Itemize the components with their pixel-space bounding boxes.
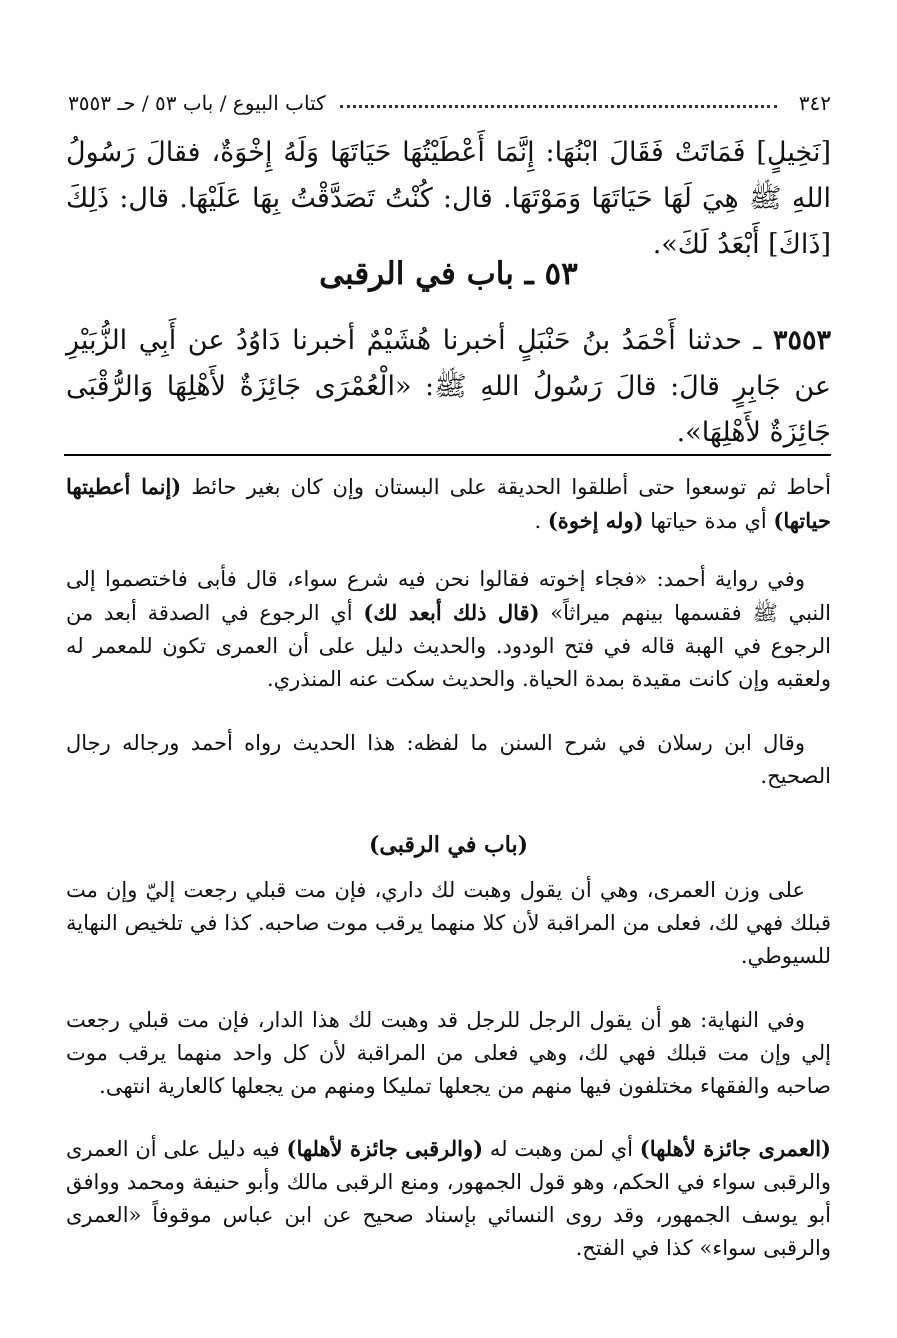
header-leader-dots xyxy=(340,105,777,108)
commentary-quote: (العمرى جائزة لأهلها) xyxy=(639,1136,831,1161)
hadith-continuation: [نَخِيلٍ] فَمَاتَتْ فَقَالَ ابْنُهَا: إِنَّمَا أَعْطَيْتُهَا حَيَاتَهَا وَلَهُ إِخْوَةٌ، فقالَ رَسُولُ اللهِ ﷺ هِيَ لَهَا حَيَاتَهَا وَمَوْتَهَا. قال: كُنْتُ تَصَدَّقْتُ بِهَا عَلَيْهَا. قال: ذَلِكَ [ذَاكَ] أَبْعَدُ لَكَ». xyxy=(66,137,831,260)
hadith-text: ـ حدثنا أَحْمَدُ بنُ حَنْبَلٍ أخبرنا هُشَيْمٌ أخبرنا دَاوُدُ عن أَبِي الزُّبَيْرِ عن جَابِرٍ قالَ: قالَ رَسُولُ اللهِ ﷺ: «الْعُمْرَى جَائِزَةٌ لأَهْلِهَا وَالرُّقْبَى جَائِزَةٌ لأَهْلِهَا». xyxy=(66,325,831,448)
commentary-paragraph-6 xyxy=(66,1132,831,1265)
commentary-paragraph-2 xyxy=(66,563,831,696)
commentary-quote: (إنما أعطيتها حياتها) xyxy=(66,474,831,533)
page-number: ٣٤٢ xyxy=(798,91,831,115)
hadith-number: ٣٥٥٣ xyxy=(772,325,831,356)
commentary-text: أي لمن وهبت له xyxy=(483,1137,640,1161)
page-header xyxy=(68,82,831,116)
commentary-text: وفي رواية أحمد: «فجاء إخوته فقالوا نحن فيه شرع سواء، قال فأبى فاختصموا إلى النبي ﷺ فقسمها بينهم ميراثاً» xyxy=(66,567,831,625)
commentary-text: . xyxy=(534,509,548,533)
commentary-quote: (وله إخوة) xyxy=(547,508,644,533)
chapter-title: ٥٣ ـ باب في الرقبى xyxy=(319,256,578,292)
running-title: كتاب البيوع / باب ٥٣ / حـ ٣٥٥٣ xyxy=(68,91,326,115)
commentary-paragraph-4: على وزن العمرى، وهي أن يقول وهبت لك داري، فإن مت قبلي رجعت إليّ وإن مت قبلك فهي لك، فعلى من المراقبة لأن كلا منهما يرقب موت صاحبه. كذا في تلخيص النهاية للسيوطي. xyxy=(66,878,831,968)
commentary-text: فيه دليل على أن العمرى والرقبى سواء في الحكم، وهو قول الجمهور، ومنع الرقبى مالك وأبو حنيفة ومحمد ووافق أبو يوسف الجمهور، وقد روى النسائي بإسناد صحيح عن ابن عباس موقوفاً «العمرى والرقبى سواء» كذا في الفتح. xyxy=(66,1137,831,1260)
commentary-paragraph-3: وقال ابن رسلان في شرح السنن ما لفظه: هذا الحديث رواه أحمد ورجاله رجال الصحيح. xyxy=(66,731,831,788)
footnote-divider xyxy=(64,454,831,456)
commentary-text: أي مدة حياتها xyxy=(643,509,774,533)
commentary-paragraph-1 xyxy=(66,470,831,538)
commentary-text: أحاط ثم توسعوا حتى أطلقوا الحديقة على البستان وإن كان بغير حائط xyxy=(181,475,831,499)
commentary-quote: (والرقبى جائزة لأهلها) xyxy=(286,1136,484,1161)
commentary-subheading: (باب في الرقبى) xyxy=(369,832,528,858)
commentary-quote: (قال ذلك أبعد لك) xyxy=(363,600,540,625)
commentary-paragraph-5: وفي النهاية: هو أن يقول الرجل للرجل قد وهبت لك هذا الدار، فإن مت قبلي رجعت إلي وإن مت قبلك فهي لك، وهي فعلى من المراقبة لأن كل واحد منهما يرقب موت صاحبه والفقهاء مختلفون فيها منهم من يجعلها تمليكا ومنهم من يجعلها كالعارية انتهى. xyxy=(66,1008,831,1098)
commentary-text: أي الرجوع في الصدقة أبعد من الرجوع في الهبة قاله في فتح الودود. والحديث دليل على أن العمرى تكون للمعمر له ولعقبه وإن كانت مقيدة بمدة الحياة. والحديث سكت عنه المنذري. xyxy=(66,601,831,691)
hadith-3553 xyxy=(66,318,831,456)
